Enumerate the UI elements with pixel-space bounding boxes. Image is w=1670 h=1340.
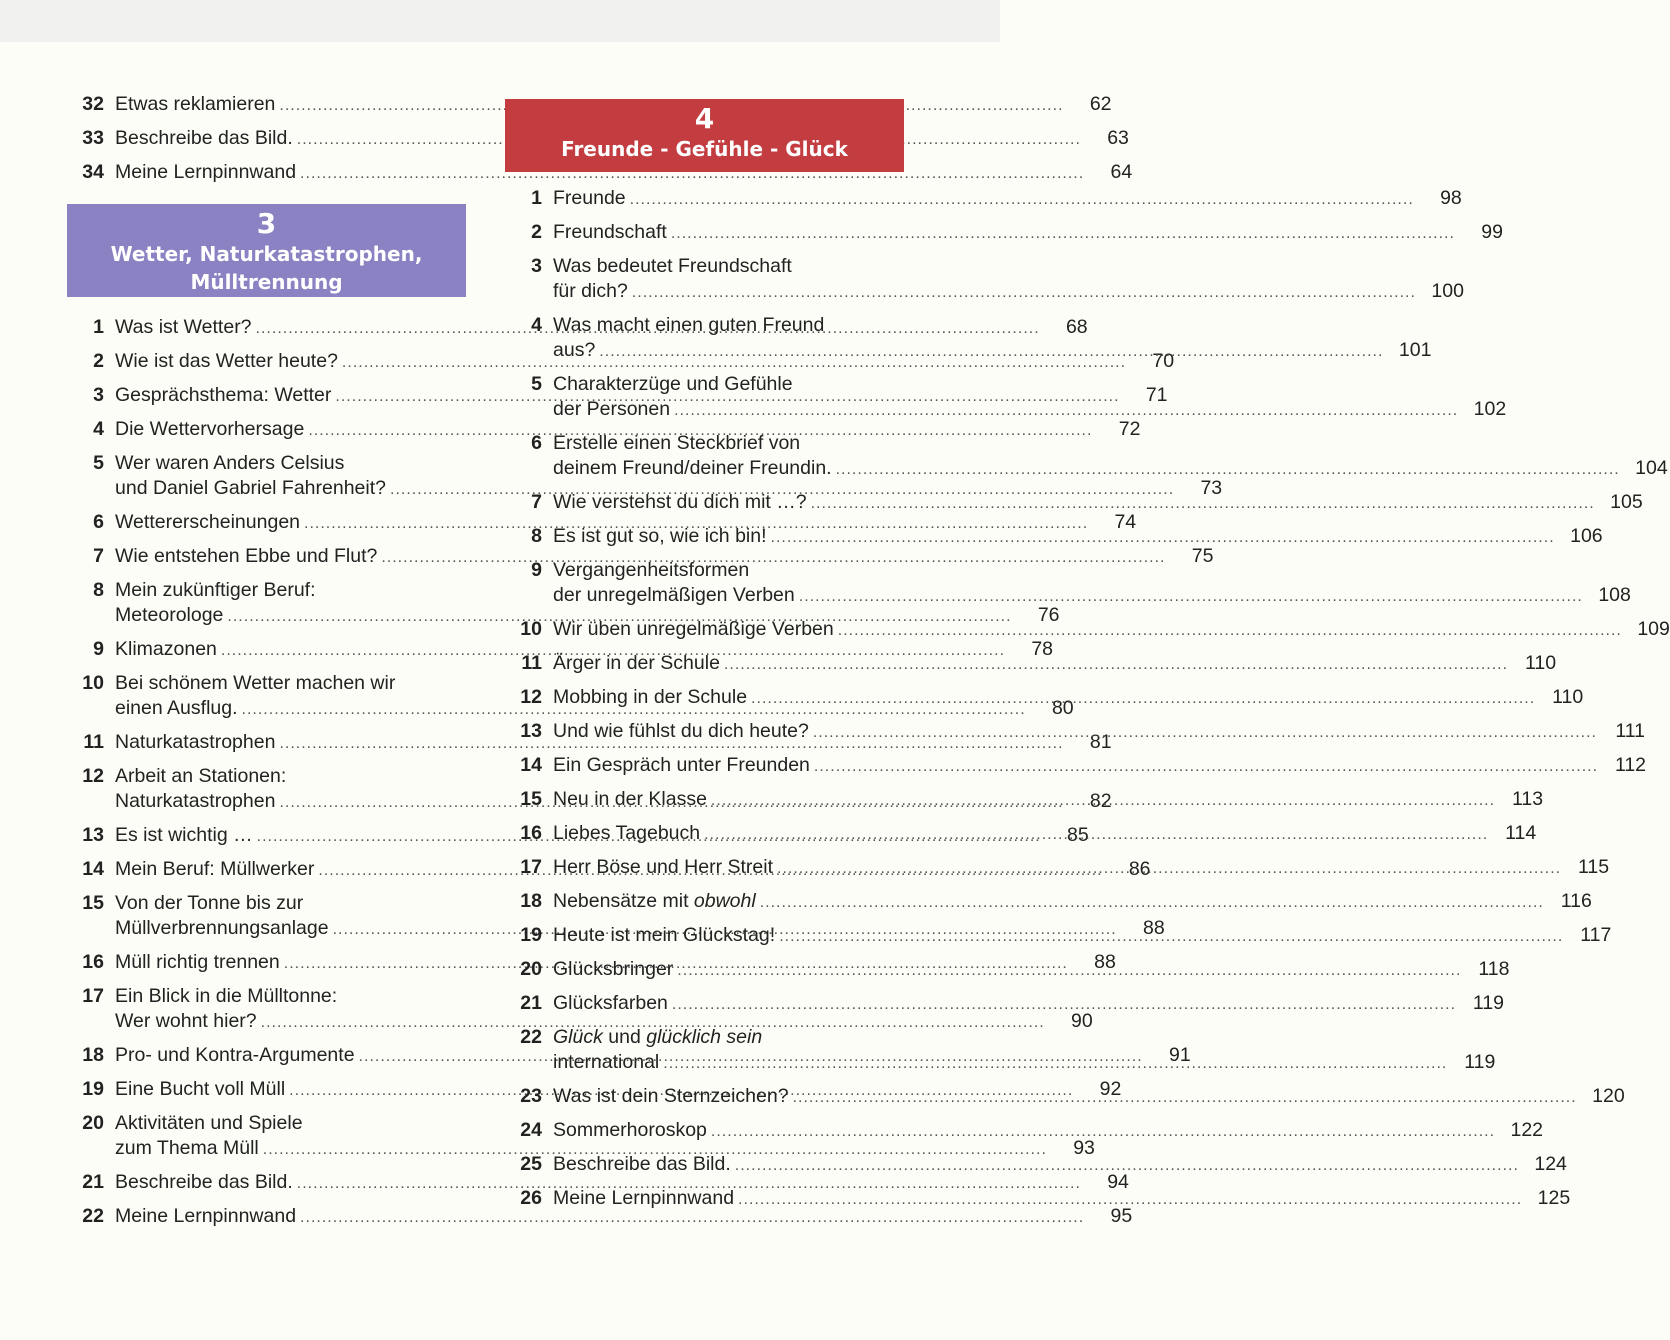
toc-entry-page: 85 [1067,824,1089,846]
toc-entry-page: 116 [1560,890,1592,912]
toc-entry-title: Liebes Tagebuch [553,822,701,844]
toc-entry-title-line: Was macht einen guten Freund [553,314,825,336]
toc-entry-title: Freunde [553,187,626,209]
toc-entry-title: Gesprächsthema: Wetter [115,384,332,406]
toc-entry-title: Klimazonen [115,638,217,660]
toc-entry[interactable] [505,220,1503,246]
toc-entry-number: 2 [93,350,104,372]
toc-entry[interactable] [505,617,1670,643]
toc-entry-number: 6 [531,432,542,454]
toc-entry-number: 5 [531,373,542,395]
toc-entry-page: 114 [1505,822,1537,844]
toc-entry[interactable] [505,524,1603,550]
toc-dot-leader [711,1119,1495,1144]
toc-entry-page: 111 [1615,720,1645,742]
toc-entry-page: 105 [1610,491,1643,513]
toc-entry-number: 8 [531,525,542,547]
toc-entry-page: 124 [1534,1153,1567,1175]
toc-entry-number: 22 [82,1205,104,1227]
toc-entry-title-line: Mein zukünftiger Beruf: [115,579,316,601]
toc-entry-number: 11 [83,731,104,753]
toc-entry-page: 117 [1580,924,1612,946]
toc-entry-number: 34 [82,161,104,183]
toc-entry-title: Was ist dein Sternzeichen? [553,1085,789,1107]
toc-entry-number: 13 [82,824,104,846]
toc-entry-number: 7 [93,545,104,567]
toc-entry-title: international [553,1051,660,1073]
toc-dot-leader [838,618,1622,643]
toc-entry[interactable] [505,753,1647,779]
toc-entry-page: 106 [1570,525,1603,547]
toc-entry-title: Es ist wichtig … [115,824,253,846]
chapter-4-number: 4 [694,102,715,135]
toc-dot-leader [811,491,1595,516]
toc-entry-title: für dich? [553,280,628,302]
toc-entry-title-line: Vergangenheitsformen [553,559,750,581]
toc-entry-page: 88 [1094,951,1116,973]
toc-dot-leader [760,890,1544,915]
toc-entry-page: 72 [1118,418,1141,440]
toc-entry-number: 23 [520,1085,542,1107]
toc-dot-leader [674,398,1458,423]
toc-entry-number: 15 [520,788,542,810]
toc-dot-leader [814,754,1598,779]
toc-entry-title-line: Arbeit an Stationen: [115,765,287,787]
toc-entry-number: 18 [82,1044,104,1066]
toc-dot-leader [704,822,1488,847]
toc-entry-page: 115 [1578,856,1610,878]
toc-entry[interactable] [505,889,1592,915]
toc-entry-page: 91 [1168,1044,1191,1066]
toc-entry-number: 11 [521,652,542,674]
toc-dot-leader [671,221,1455,246]
top-band [0,0,1000,42]
toc-entry-title-line: Glück und glücklich sein [553,1026,763,1048]
toc-entry[interactable] [67,92,1112,118]
toc-dot-leader [632,280,1416,305]
toc-entry-page: 108 [1598,584,1631,606]
toc-entry-number: 16 [82,951,104,973]
toc-entry-number: 1 [93,316,104,338]
toc-entry-number: 32 [82,93,104,115]
toc-entry-number: 7 [531,491,542,513]
toc-entry-page: 104 [1635,457,1668,479]
toc-entry-title: Was ist Wetter? [115,316,252,338]
toc-entry-title-line: Wer waren Anders Celsius [115,452,345,474]
toc-entry-page: 73 [1200,477,1223,499]
toc-entry-page: 82 [1089,790,1112,812]
toc-entry-page: 93 [1073,1137,1095,1159]
toc-entry-title: Eine Bucht voll Müll [115,1078,286,1100]
toc-entry-number: 1 [531,187,542,209]
toc-entry-number: 8 [93,579,104,601]
toc-entry-title: Beschreibe das Bild. [553,1153,731,1175]
toc-entry[interactable] [67,1204,1133,1230]
toc-entry-page: 94 [1107,1171,1129,1193]
toc-entry-number: 16 [520,822,542,844]
toc-entry-number: 18 [520,890,542,912]
toc-entry-page: 118 [1478,958,1510,980]
chapter-3-title-line2: Mülltrennung [190,270,343,294]
toc-entry-title: Meine Lernpinnwand [115,161,297,183]
toc-entry-number: 22 [520,1026,542,1048]
toc-entry-title: Beschreibe das Bild. [115,1171,293,1193]
toc-entry-page: 119 [1472,992,1505,1014]
toc-entry-page: 109 [1637,618,1670,640]
toc-dot-leader [630,187,1414,212]
toc-entry-title: Wie ist das Wetter heute? [115,350,338,372]
toc-entry-number: 4 [531,314,542,336]
toc-entry-title-line: Erstelle einen Steckbrief von [553,432,801,454]
toc-entry[interactable] [67,1170,1129,1196]
toc-entry-page: 70 [1152,350,1175,372]
toc-entry-title: Wie entstehen Ebbe und Flut? [115,545,378,567]
toc-dot-leader [793,1085,1577,1110]
toc-entry[interactable] [505,1118,1544,1144]
toc-entry-page: 101 [1398,339,1432,361]
toc-entry-title: Etwas reklamieren [115,93,276,115]
toc-dot-leader [771,525,1555,550]
toc-entry-page: 113 [1511,788,1544,810]
toc-entry-page: 71 [1145,384,1168,406]
toc-entry-number: 21 [82,1171,104,1193]
toc-entry-title: und Daniel Gabriel Fahrenheit? [115,477,387,499]
toc-entry-page: 78 [1031,638,1054,660]
toc-entry-title: Müll richtig trennen [115,951,280,973]
toc-entry-title-line: Charakterzüge und Gefühle [553,373,793,395]
toc-entry-page: 99 [1481,221,1503,243]
toc-dot-leader [663,1051,1447,1076]
toc-entry-number: 10 [82,672,104,694]
toc-entry-title: Nebensätze mit obwohl [553,890,756,912]
toc-entry-page: 120 [1592,1085,1625,1107]
toc-entry-number: 9 [93,638,104,660]
toc-entry-title: Wie verstehst du dich mit …? [553,491,807,513]
toc-entry-title: Glücksfarben [553,992,668,1014]
toc-entry-number: 6 [93,511,104,533]
toc-entry-page: 76 [1037,604,1060,626]
toc-entry-page: 88 [1142,917,1165,939]
toc-dot-leader [599,339,1383,364]
toc-entry-page: 80 [1051,697,1074,719]
toc-dot-leader [738,1187,1522,1212]
toc-entry-page: 64 [1110,161,1133,183]
toc-entry-page: 102 [1473,398,1507,420]
toc-entry-title: Meteorologe [115,604,224,626]
toc-entry-title-line: Aktivitäten und Spiele [115,1112,303,1134]
toc-entry-number: 4 [93,418,104,440]
chapter-3-number: 3 [256,207,277,240]
toc-entry-title: Meine Lernpinnwand [553,1187,735,1209]
toc-entry-number: 2 [531,221,542,243]
toc-entry-title: Heute ist mein Glückstag! [553,924,776,946]
toc-entry-page: 95 [1110,1205,1133,1227]
toc-entry-page: 81 [1089,731,1112,753]
toc-entry-number: 20 [82,1112,104,1134]
toc-entry-number: 3 [93,384,104,406]
toc-entry-title: Naturkatastrophen [115,790,276,812]
toc-entry-title: deinem Freund/deiner Freundin. [553,457,832,479]
toc-entry-title: der Personen [553,398,671,420]
toc-entry-title: Es ist gut so, wie ich bin! [553,525,767,547]
toc-entry-title-line: Ein Blick in die Mülltonne: [115,985,338,1007]
toc-entry-title: Und wie fühlst du dich heute? [553,720,809,742]
toc-entry-title: Glücksbringer [553,958,674,980]
toc-entry-title-line: Von der Tonne bis zur [115,892,304,914]
chapter-3-title-line1: Wetter, Naturkatastrophen, [110,242,423,266]
toc-entry-page: 112 [1614,754,1647,776]
toc-dot-leader [711,788,1495,813]
toc-entry-page: 92 [1099,1078,1122,1100]
toc-entry-title-line: Bei schönem Wetter machen wir [115,672,396,694]
toc-entry[interactable] [505,431,1668,482]
toc-entry-number: 15 [82,892,104,914]
toc-entry-number: 12 [520,686,542,708]
toc-entry-page: 86 [1128,858,1151,880]
toc-entry-page: 63 [1107,127,1129,149]
toc-entry-page: 75 [1191,545,1214,567]
toc-dot-leader [779,924,1563,949]
toc-entry-title: Mein Beruf: Müllwerker [115,858,315,880]
toc-entry-title: einen Ausflug. [115,697,238,719]
toc-entry-number: 19 [82,1078,104,1100]
toc-entry-title: zum Thema Müll [115,1137,259,1159]
toc-dot-leader [836,457,1620,482]
toc-entry-page: 122 [1510,1119,1544,1141]
toc-entry[interactable] [505,651,1557,677]
toc-entry-number: 10 [520,618,542,640]
toc-entry-page: 110 [1552,686,1584,708]
toc-dot-leader [735,1153,1519,1178]
toc-entry-number: 12 [82,765,104,787]
toc-entry-number: 19 [520,924,542,946]
toc-dot-leader [724,652,1508,677]
toc-entry-title: Die Wettervorhersage [115,418,305,440]
toc-entry-number: 20 [520,958,542,980]
toc-entry-title: Pro- und Kontra-Argumente [115,1044,355,1066]
toc-entry-title: Beschreibe das Bild. [115,127,293,149]
toc-entry-title: aus? [553,339,596,361]
toc-entry-page: 110 [1524,652,1557,674]
toc-entry-page: 98 [1440,187,1462,209]
toc-entry-number: 3 [531,255,542,277]
toc-dot-leader [672,992,1456,1017]
toc-entry[interactable] [505,1152,1567,1178]
toc-entry-page: 119 [1464,1051,1496,1073]
toc-entry-page: 90 [1071,1010,1093,1032]
toc-entry-title: Herr Böse und Herr Streit [553,856,773,878]
toc-entry-title: Freundschaft [553,221,667,243]
toc-entry-title: Meine Lernpinnwand [115,1205,297,1227]
toc-entry[interactable] [505,490,1643,516]
toc-entry-title: Wettererscheinungen [115,511,301,533]
toc-entry-number: 17 [520,856,542,878]
toc-entry-title: der unregelmäßigen Verben [553,584,795,606]
toc-entry-page: 125 [1537,1187,1571,1209]
toc-entry-title: Naturkatastrophen [115,731,276,753]
toc-entry-number: 26 [520,1187,542,1209]
toc-entry-number: 17 [82,985,104,1007]
toc-entry-page: 100 [1431,280,1464,302]
toc-entry-title: Sommerhoroskop [553,1119,707,1141]
toc-entry-number: 25 [520,1153,542,1175]
toc-entry-title: Ärger in der Schule [553,652,720,674]
toc-dot-leader [677,958,1461,983]
toc-entry[interactable] [505,558,1631,609]
toc-entry-title: Wir üben unregelmäßige Verben [553,618,834,640]
toc-entry-title: Ein Gespräch unter Freunden [553,754,810,776]
toc-entry[interactable] [505,254,1464,305]
toc-entry[interactable] [505,186,1462,212]
toc-entry-title: Mobbing in der Schule [553,686,748,708]
toc-entry[interactable] [505,1186,1571,1212]
toc-entry-number: 21 [520,992,542,1014]
toc-entry-title: Wer wohnt hier? [115,1010,257,1032]
toc-entry-page: 62 [1089,93,1112,115]
toc-entry-number: 14 [82,858,104,880]
toc-dot-leader [813,720,1597,745]
toc-dot-leader [799,584,1583,609]
toc-dot-leader [751,686,1535,711]
toc-dot-leader [777,856,1561,881]
chapter-4-heading [505,99,904,172]
chapter-4-title: Freunde - Gefühle - Glück [561,137,848,161]
chapter-3-heading [67,204,466,297]
toc-entry-number: 24 [520,1119,542,1141]
toc-entry-title: Müllverbrennungsanlage [115,917,329,939]
toc-entry-number: 14 [520,754,542,776]
toc-entry-number: 13 [520,720,542,742]
toc-entry-number: 33 [82,127,104,149]
toc-entry-title: Neu in der Klasse [553,788,707,810]
toc-entry-number: 5 [93,452,104,474]
toc-entry-page: 68 [1065,316,1088,338]
toc-entry-page: 74 [1114,511,1137,533]
toc-entry[interactable] [67,160,1133,186]
toc-entry-title-line: Was bedeutet Freundschaft [553,255,792,277]
toc-entry-number: 9 [531,559,542,581]
toc-entry[interactable] [505,991,1505,1017]
